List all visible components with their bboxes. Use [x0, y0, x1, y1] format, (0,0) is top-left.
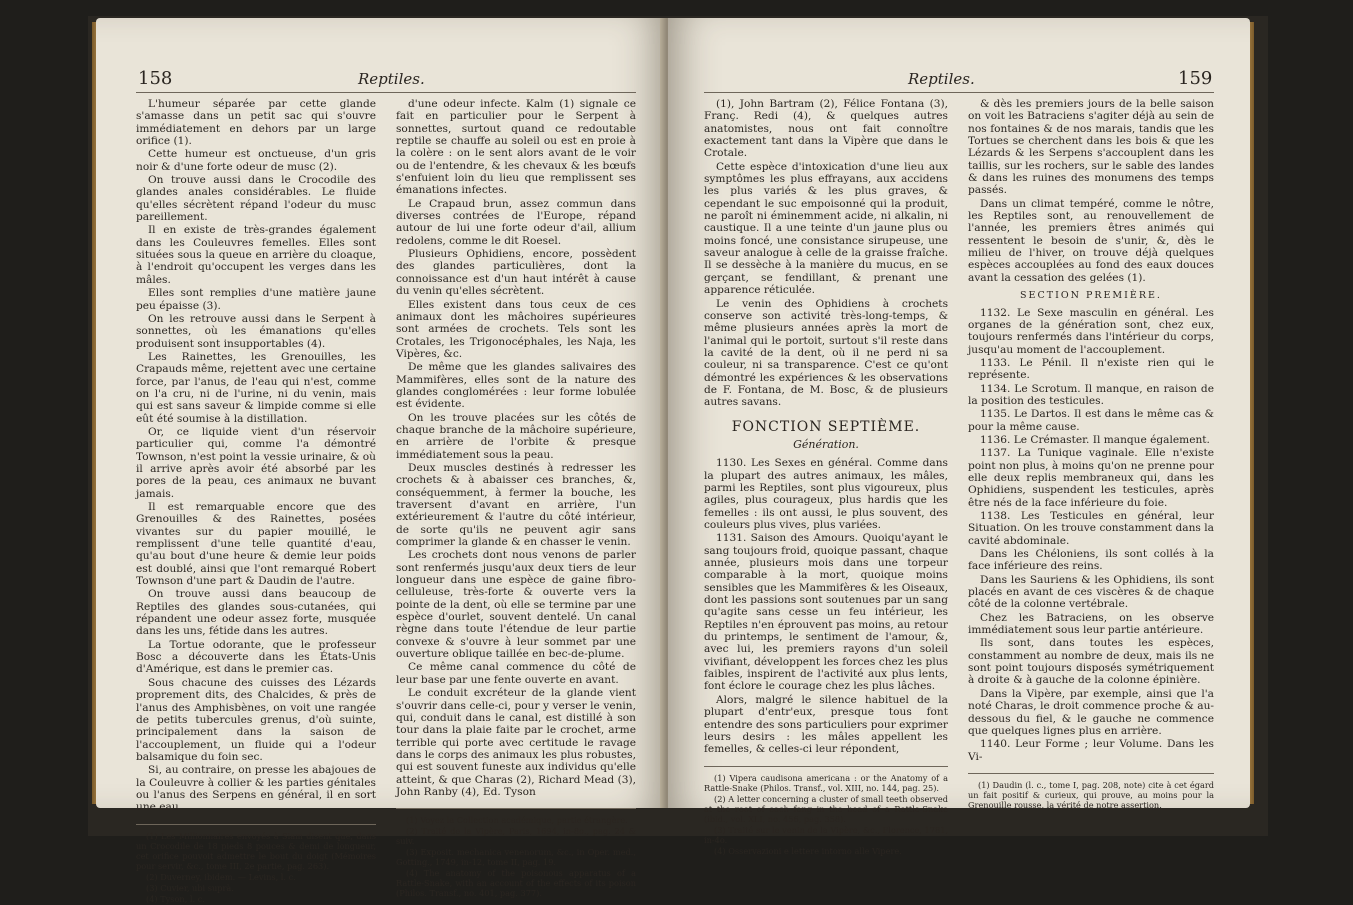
footnote: (3) Traité sur le venin de la Vipère, &c., Florence, 1781, in-4o.: [704, 824, 948, 845]
footnote: (4) Tyson, l. c.: [146, 893, 205, 904]
paragraph: 1132. Le Sexe masculin en général. Les organes de la génération sont, chez eux, toujours renfermés dans l'intérieur du corps, jusqu'au moment de l'accouplement.: [968, 306, 1214, 356]
paragraph: Le conduit excréteur de la glande vient s'ouvrir dans celle-ci, pour y verser le venin, qui, conduit dans le canal, est distillé à son tour dans la plaie faite par le crochet, arme terrible qui porte avec certitude le ravage dans le corps des animaux les plus robustes, qui est souvent funeste aux individus qu'elle atteint, & que Charas (2), Richard Mead (3), John Ranby (4), Ed. Tyson: [396, 687, 636, 798]
paragraph: Elles existent dans tous ceux de ces animaux dont les mâchoires supérieures sont armées de crochets. Tels sont les Crotales, les Trigonocéphales, les Naja, les Vipères, &c.: [396, 298, 636, 360]
paragraph: Deux muscles destinés à redresser les crochets & à abaisser ces branches, &, conséquemment, à fermer la bouche, les traversent d'avant en arrière, l'un extérieurement & l'autre du côté intérieur, de sorte qu'ils ne peuvent agir sans comprimer la glande & en chasser le venin.: [396, 461, 636, 549]
chapter-heading: FONCTION SEPTIÈME.: [731, 418, 921, 435]
paragraph: De même que les glandes salivaires des Mammifères, elles sont de la nature des glandes conglomérées : leur forme lobulée est évidente.: [396, 361, 636, 411]
paragraph: 1133. Le Pénil. Il n'existe rien qui le représente.: [968, 356, 1214, 382]
paragraph: Dans les Sauriens & les Ophidiens, ils sont placés en avant de ces viscères & de chaque côté de la colonne vertébrale.: [968, 573, 1214, 611]
paragraph: Plusieurs Ophidiens, encore, possèdent des glandes particulières, dont la connoissance est d'un haut intérêt à cause du venin qu'elles sécrètent.: [396, 248, 636, 298]
paragraph: Ce même canal commence du côté de leur base par une fente ouverte en avant.: [396, 661, 636, 686]
paragraph: 1140. Leur Forme ; leur Volume. Dans les Vi-: [968, 738, 1214, 763]
right-col2-body: [968, 98, 1214, 284]
footnote: (3) Cuvier, ubi suprà.: [146, 882, 234, 893]
left-page-number: 158: [138, 68, 173, 89]
paragraph: Il en existe de très-grandes également dans les Couleuvres femelles. Elles sont situées sous la queue en arrière du cloaque, à l'endroit qu'occupent les verges dans les mâles.: [136, 224, 376, 286]
right-col1-body-continued: [704, 457, 948, 755]
paragraph: 1135. Le Dartos. Il est dans le même cas & pour la même cause.: [968, 408, 1214, 433]
left-column-1: [136, 98, 376, 905]
paragraph: Cette humeur est onctueuse, d'un gris noir & d'une forte odeur de musc (2).: [136, 148, 376, 173]
paragraph: Il est remarquable encore que des Grenouilles & des Rainettes, posées vivantes sur du papier mouillé, le remplissent d'une telle quantité d'eau, qu'au bout d'une heure & demie leur poids est doublé, ainsi que l'ont remarqué Robert Townson d'une part & Daudin de l'autre.: [136, 501, 376, 588]
right-column-2: [968, 98, 1214, 811]
right-running-head: Reptiles.: [908, 70, 975, 88]
footnote: (4) Osservazioni e lettere intorno alle Vipere.: [714, 845, 902, 856]
paragraph: 1131. Saison des Amours. Quoiqu'ayant le sang toujours froid, quoique passant, chaque année, plusieurs mois dans une torpeur comparable à la mort, quoique moins sensibles que les Mammifères & les Oiseaux, dont les passions sont soutenues par un sang qu'agite sans cesse un feu intérieur, les Reptiles n'en éprouvent pas moins, au retour du printemps, le sentiment de l'amour, &, avec lui, les premiers rayons d'un soleil vivifiant, développent les forces chez les plus faibles, inspirent de l'activité aux plus lents, font éclore le courage chez les plus lâches.: [704, 532, 948, 693]
footnote: (3) Exposit. mechanica venenorum, &c., in Oper. med., Gotting., 1749, in-12, tome II, pag. 19.: [396, 847, 636, 868]
left-header-rule: [136, 92, 636, 93]
paragraph: Les crochets dont nous venons de parler sont renfermés jusqu'aux deux tiers de leur longueur dans une espèce de gaine fibro-celluleuse, très-forte & ouverte vers la pointe de la dent, où elle se termine par une espèce d'ourlet, souvent dentelé. Un canal règne dans toute l'étendue de leur partie convexe & s'ouvre à leur sommet par une ouverture oblique taillée en bec-de-plume.: [396, 549, 636, 661]
paragraph: & dès les premiers jours de la belle saison on voit les Batraciens s'agiter déjà au sein de nos fontaines & de nos marais, tandis que les Tortues se cherchent dans les bois & que les Lézards & les Serpens s'accouplent dans les taillis, sur les rochers, sur le sable des landes & dans les ruines des monumens des temps passés.: [968, 98, 1214, 197]
chapter-subheading: Génération.: [793, 437, 859, 451]
left-running-head: Reptiles.: [358, 70, 425, 88]
right-col1-body: [704, 98, 948, 409]
right-page: [668, 18, 1250, 856]
left-page: [96, 18, 666, 904]
left-col1-footnote-rule: [136, 824, 376, 825]
left-col2-body: [396, 98, 636, 798]
paragraph: On les retrouve aussi dans le Serpent à sonnettes, où les émanations qu'elles produisent sont insupportables (4).: [136, 312, 376, 350]
paragraph: Alors, malgré le silence habituel de la plupart d'entr'eux, presque tous font entendre des sons particuliers pour exprimer leurs desirs : les mâles appellent les femelles, & celles-ci leur répondent,: [704, 693, 948, 756]
paragraph: Les Rainettes, les Grenouilles, les Crapauds même, rejettent avec une certaine force, par l'anus, de l'eau qui n'est, comme on l'a cru, ni de l'urine, ni du venin, mais qui est sans saveur & limpide comme si elle eût été soumise à la distillation.: [136, 350, 376, 425]
right-column-1: [704, 98, 948, 857]
paragraph: Ils sont, dans toutes les espèces, constamment au nombre de deux, mais ils ne sont point toujours disposés symétriquement à droite & à gauche de la colonne épinière.: [968, 637, 1214, 687]
paragraph: Dans un climat tempéré, comme le nôtre, les Reptiles sont, au renouvellement de l'année, les premiers êtres animés qui ressentent le besoin de s'unir, &, dès le milieu de l'hiver, on trouve déjà quelques espèces accouplées au fond des eaux douces avant la cessation des gelées (1).: [968, 197, 1214, 284]
footnote: (2) Traité de la Vipère, Paris, 1694, in-8o., pag. 24 & suiv.: [396, 826, 636, 847]
right-col2-footnotes: [968, 780, 1214, 810]
paragraph: d'une odeur infecte. Kalm (1) signale ce fait en particulier pour le Serpent à sonnettes, surtout quand ce redoutable reptile se chauffe au soleil ou est en proie à la colère : on le sent alors avant de le voir ou de l'entendre, & les chevaux & les bœufs s'enfuient loin du lieu que remplissent ses émanations infectes.: [396, 98, 636, 197]
paragraph: L'humeur séparée par cette glande s'amasse dans un petit sac qui s'ouvre immédiatement en dehors par un large orifice (1).: [136, 98, 376, 148]
section-heading: SECTION PREMIÈRE.: [1020, 290, 1162, 302]
paragraph: Si, au contraire, on presse les abajoues de la Couleuvre à collier & les parties génitales ou l'anus des Serpens en général, il en sort une eau: [136, 764, 376, 814]
paragraph: On les trouve placées sur les côtés de chaque branche de la mâchoire supérieure, en arrière de l'orbite & presque immédiatement sous la peau.: [396, 411, 636, 461]
paragraph: 1134. Le Scrotum. Il manque, en raison de la position des testicules.: [968, 382, 1214, 407]
right-col1-footnote-rule: [704, 766, 948, 767]
left-col2-footnotes: [396, 815, 636, 898]
paragraph: Sous chacune des cuisses des Lézards proprement dits, des Chalcides, & près de l'anus des Amphisbènes, on voit une rangée de petits tubercules grenus, d'où suinte, principalement dans la saison de l'accouplement, un fluide qui a l'odeur balsamique du foin sec.: [136, 676, 376, 763]
footnote: (1) Vipera caudisona americana : or the Anatomy of a Rattle-Snake (Philos. Transf., vol. XIII, no. 144, pag. 25).: [704, 772, 948, 793]
paragraph: Or, ce liquide vient d'un réservoir particulier qui, comme l'a démontré Townson, n'est point la vessie urinaire, & où il arrive après avoir été absorbé par les pores de la peau, ces animaux ne buvant jamais.: [136, 425, 376, 500]
paragraph: On trouve aussi dans beaucoup de Reptiles des glandes sous-cutanées, qui répandent une odeur assez forte, musquée dans les uns, fétide dans les autres.: [136, 588, 376, 638]
left-col1-footnotes: [136, 831, 376, 904]
right-col2-footnote-rule: [968, 773, 1214, 774]
right-col1-footnotes: [704, 773, 948, 856]
footnote: (1) Voyez la Collection académique, partie étrangère.: [406, 815, 628, 826]
paragraph: La Tortue odorante, que le professeur Bosc a découverte dans les États-Unis d'Amérique, est dans le premier cas.: [136, 638, 376, 676]
left-col2-footnote-rule: [396, 808, 636, 809]
paragraph: 1137. La Tunique vaginale. Elle n'existe point non plus, à moins qu'on ne prenne pour elle deux replis membraneux qui, dans les Ophidiens, suspendent les testicules, après être nés de la face inférieure du foie.: [968, 447, 1214, 509]
paragraph: 1130. Les Sexes en général. Comme dans la plupart des autres animaux, les mâles, parmi les Reptiles, sont plus vigoureux, plus agiles, plus courageux, plus hardis que les femelles : ils ont aussi, le plus souvent, des couleurs plus vives, plus variées.: [704, 457, 948, 531]
paragraph: Le Crapaud brun, assez commun dans diverses contrées de l'Europe, répand autour de lui une forte odeur d'ail, allium redolens, comme le dit Roesel.: [396, 197, 636, 247]
right-page-number: 159: [1178, 68, 1213, 89]
paragraph: 1138. Les Testicules en général, leur Situation. On les trouve constamment dans la cavité abdominale.: [968, 510, 1214, 547]
footnote: (4) The anatomy of the poisonous apparatus of a Rattle-Snake, with an account of the effects of its poison (Philos. Transf., no. 401, pag. 377).: [396, 868, 636, 899]
footnote: (1) Les Millionnaires envoyés à Siam disent que, dans un Crocodile de 18 pieds 8 pouces & demi de longueur, cet orifice pouvoit admettre le bout du doigt (Mémoires pour servir, &c., tome III, 2e partie, pag. 263).: [136, 830, 376, 871]
left-col1-body: [136, 98, 376, 814]
paragraph: Dans les Chéloniens, ils sont collés à la face inférieure des reins.: [968, 548, 1214, 573]
footnote: (2) Duverney, ibidem. — Levins, l. c.: [146, 871, 296, 882]
paragraph: Chez les Batraciens, on les observe immédiatement sous leur partie antérieure.: [968, 611, 1214, 637]
right-header-rule: [704, 92, 1214, 93]
paragraph: (1), John Bartram (2), Félice Fontana (3), Franç. Redi (4), & quelques autres anatomistes, nous ont fait connoître exactement tant dans la Vipère que dans le Crotale.: [704, 98, 948, 160]
right-col2-body-continued: [968, 307, 1214, 763]
paragraph: On trouve aussi dans le Crocodile des glandes anales considérables. Le fluide qu'elles sécrètent répand l'odeur du musc pareillement.: [136, 174, 376, 224]
paragraph: 1136. Le Crémaster. Il manque également.: [980, 433, 1210, 446]
paragraph: Cette espèce d'intoxication d'une lieu aux symptômes les plus effrayans, aux accidens les plus variés & les plus graves, & cependant le suc empoisonné qui la produit, ne paroît ni éminemment acide, ni alkalin, ni caustique. Il a une teinte d'un jaune plus ou moins foncé, une consistance sirupeuse, une saveur analogue à celle de la graisse fraîche. Il se dessèche à la manière du mucus, en se gerçant, se fendillant, & prenant une apparence réticulée.: [704, 160, 948, 297]
paragraph: Dans la Vipère, par exemple, ainsi que l'a noté Charas, le droit commence proche & au-dessous du fiel, & le gauche ne commence que quelques lignes plus en arrière.: [968, 687, 1214, 737]
left-column-2: [396, 98, 636, 899]
paragraph: Elles sont remplies d'une matière jaune peu épaisse (3).: [136, 287, 376, 312]
footnote: (2) A letter concerning a cluster of small teeth observed at the root of each fang in the head of a Rattle-Snake (ibid., vol. XLI, no. 456, pag. 358).: [704, 793, 948, 824]
paragraph: Le venin des Ophidiens à crochets conserve son activité très-long-temps, & même plusieurs années après la mort de l'animal qui le portoit, surtout s'il reste dans la cavité de la dent, où il ne perd ni sa couleur, ni sa transparence. C'est ce qu'ont démontré les expériences & les observations de F. Fontana, de M. Bosc, & de plusieurs autres savans.: [704, 297, 948, 409]
footnote: (1) Daudin (l. c., tome I, pag. 208, note) cite à cet égard un fait positif & curieux, qui prouve, au moins pour la Grenouille rousse, la vérité de notre assertion.: [968, 779, 1214, 810]
